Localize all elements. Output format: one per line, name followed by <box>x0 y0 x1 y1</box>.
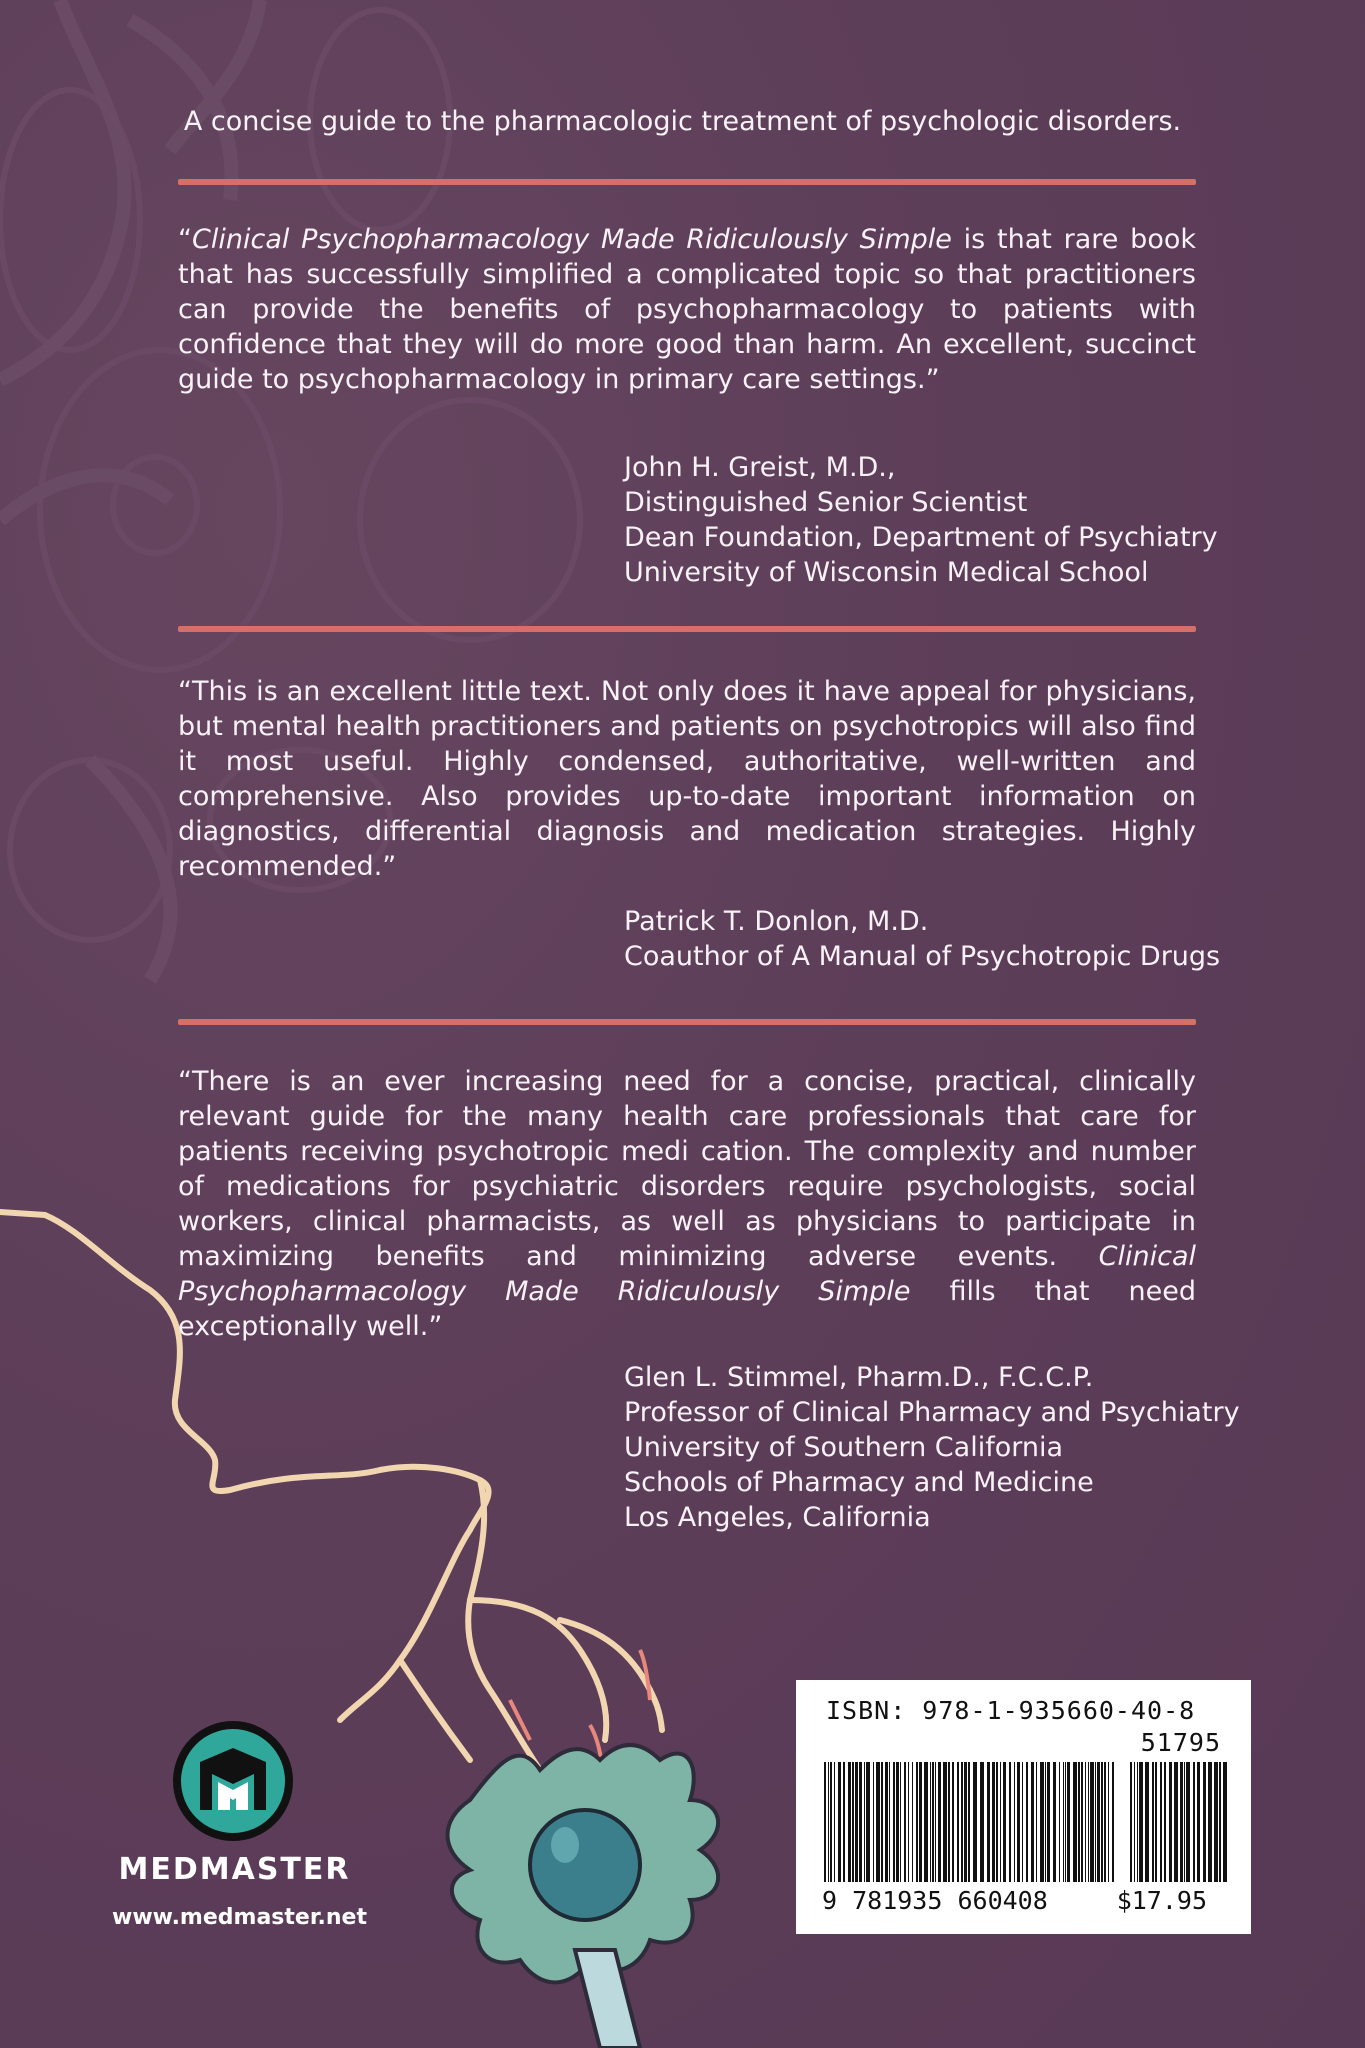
barcode-bar <box>996 1762 998 1882</box>
barcode-bar <box>1085 1762 1086 1882</box>
barcode-bar <box>1139 1762 1143 1882</box>
barcode-bar <box>1090 1762 1094 1882</box>
barcode-bar <box>908 1762 909 1882</box>
review-quote-1: “Clinical Psychopharmacology Made Ridiculously Simple is that rare book that has successfully simplified a complicated topic so that practitioners can provide the benefits of psychopharmacology to patients with confidence that they will do more good than harm. An excellent, succinct guide to psychopharmacology in primary care settings.” <box>178 224 1196 395</box>
barcode-bar <box>1155 1762 1157 1882</box>
barcode-bar <box>964 1762 967 1882</box>
barcode-bar <box>1164 1762 1166 1882</box>
barcode-bar <box>987 1762 990 1882</box>
barcode-bars <box>824 1762 1114 1882</box>
barcode-bar <box>893 1762 895 1882</box>
attribution-line: Los Angeles, California <box>624 1502 931 1533</box>
barcode-bar <box>1160 1762 1162 1882</box>
barcode-bar <box>1101 1762 1103 1882</box>
barcode-bar <box>852 1762 854 1882</box>
barcode-addon-bars <box>1130 1762 1230 1882</box>
barcode-bar <box>1203 1762 1206 1882</box>
review-attribution-3 <box>624 1360 1240 1535</box>
barcode-bar <box>992 1762 995 1882</box>
barcode-bar <box>1108 1762 1109 1882</box>
review-attribution-1 <box>624 450 1224 590</box>
barcode-bar <box>838 1762 841 1882</box>
barcode-bar <box>1014 1762 1015 1882</box>
publisher-name: MEDMASTER <box>118 1852 351 1887</box>
barcode-bar <box>1081 1762 1083 1882</box>
barcode-digits: 9 781935 660408 <box>822 1886 1048 1915</box>
barcode-bar <box>834 1762 835 1882</box>
barcode-bar <box>1223 1762 1227 1882</box>
barcode-bar <box>843 1762 845 1882</box>
barcode-bar <box>859 1762 862 1882</box>
barcode-bar <box>876 1762 880 1882</box>
barcode-bar <box>866 1762 870 1882</box>
barcode-bar <box>830 1762 832 1882</box>
barcode-bar <box>1003 1762 1006 1882</box>
barcode-bar <box>948 1762 950 1882</box>
attribution-line: Professor of Clinical Pharmacy and Psychiatry <box>624 1397 1240 1428</box>
barcode-bar <box>1174 1762 1178 1882</box>
barcode-bar <box>896 1762 899 1882</box>
barcode-bar <box>1073 1762 1077 1882</box>
price-label: $17.95 <box>1116 1886 1207 1915</box>
barcode-bar <box>980 1762 984 1882</box>
barcode-bar <box>1104 1762 1106 1882</box>
barcode-bar <box>1193 1762 1195 1882</box>
barcode-bar <box>1130 1762 1132 1882</box>
barcode-bar <box>864 1762 865 1882</box>
price-code: 51795 <box>1140 1728 1221 1757</box>
barcode-bar <box>935 1762 936 1882</box>
barcode-bar <box>1219 1762 1221 1882</box>
review-quote-3: “There is an ever increasing need for a concise, practical, clinically relevant guide for the many health care professionals that care for patients receiving psychotropic medi cation. The complexity and number of medications for psychiatric disorders require psychologists, social workers, clinical pharmacists, as well as physicians to participate in maximizing benefits and minimizing adverse events. Clinical Psychopharmacology Made Ridiculously Simple fills that need exceptionally well.” <box>178 1066 1196 1342</box>
barcode-bar <box>900 1762 901 1882</box>
barcode-bar <box>973 1762 977 1882</box>
barcode-bar <box>1040 1762 1044 1882</box>
barcode-bar <box>1169 1762 1172 1882</box>
barcode-bar <box>1065 1762 1066 1882</box>
barcode-bar <box>1214 1762 1218 1882</box>
barcode-bar <box>1088 1762 1089 1882</box>
barcode-bar <box>1145 1762 1149 1882</box>
isbn-label: ISBN: 978-1-935660-40-8 <box>826 1696 1196 1725</box>
barcode-bar <box>1152 1762 1154 1882</box>
barcode-bar <box>916 1762 918 1882</box>
barcode-bar <box>1017 1762 1020 1882</box>
barcode-bar <box>1095 1762 1096 1882</box>
barcode-bar <box>1184 1762 1185 1882</box>
barcode-bar <box>1067 1762 1070 1882</box>
barcode-bar <box>1078 1762 1080 1882</box>
attribution-line: Coauthor of A Manual of Psychotropic Drugs <box>624 941 1221 972</box>
book-title-italic: Clinical Psychopharmacology Made Ridiculously Simple <box>178 1241 1196 1307</box>
barcode-bar <box>1208 1762 1212 1882</box>
barcode-bar <box>1063 1762 1064 1882</box>
barcode-bar <box>855 1762 858 1882</box>
divider-rule <box>178 626 1196 632</box>
barcode-bar <box>889 1762 890 1882</box>
barcode-bar <box>924 1762 928 1882</box>
barcode-bar <box>828 1762 829 1882</box>
barcode-bar <box>932 1762 934 1882</box>
barcode-bar <box>1009 1762 1011 1882</box>
attribution-line: Distinguished Senior Scientist <box>624 487 1028 518</box>
barcode-bar <box>938 1762 941 1882</box>
attribution-line: Patrick T. Donlon, M.D. <box>624 906 929 937</box>
barcode-bar <box>957 1762 959 1882</box>
barcode-bar <box>1197 1762 1200 1882</box>
barcode-bar <box>904 1762 906 1882</box>
barcode-bar <box>1134 1762 1135 1882</box>
medmaster-logo-icon <box>170 1718 296 1844</box>
barcode-bar <box>1186 1762 1190 1882</box>
barcode-bar <box>1022 1762 1023 1882</box>
barcode-bar <box>968 1762 970 1882</box>
barcode-bar <box>1180 1762 1183 1882</box>
book-title-italic: Clinical Psychopharmacology Made Ridiculously Simple <box>192 224 952 255</box>
review-quote-2: “This is an excellent little text. Not only does it have appeal for physicians, but mental health practitioners and patients on psychotropics will also find it most useful. Highly condensed, authoritative, well-written and comprehensive. Also provides up-to-date important information on diagnostics, differential diagnosis and medication strategies. Highly recommended.” <box>178 676 1196 882</box>
barcode-bar <box>1026 1762 1028 1882</box>
attribution-line: University of Wisconsin Medical School <box>624 557 1149 588</box>
attribution-line: University of Southern California <box>624 1432 1064 1463</box>
divider-rule <box>178 179 1196 185</box>
barcode-bar <box>1053 1762 1056 1882</box>
barcode-bar <box>919 1762 922 1882</box>
attribution-line: Dean Foundation, Department of Psychiatry <box>624 522 1218 553</box>
barcode-bar <box>1112 1762 1114 1882</box>
barcode-bar <box>1097 1762 1100 1882</box>
barcode-bar <box>961 1762 963 1882</box>
review-attribution-2 <box>624 904 1224 974</box>
attribution-line: John H. Greist, M.D., <box>624 452 896 483</box>
barcode-bar <box>912 1762 913 1882</box>
barcode-bar <box>885 1762 888 1882</box>
barcode-bar <box>952 1762 954 1882</box>
publisher-url[interactable]: www.medmaster.net <box>112 1905 367 1930</box>
tagline: A concise guide to the pharmacologic treatment of psychologic disorders. <box>183 106 1182 137</box>
barcode-bar <box>1036 1762 1037 1882</box>
barcode-bar <box>930 1762 931 1882</box>
barcode-bar <box>1137 1762 1138 1882</box>
attribution-line: Glen L. Stimmel, Pharm.D., F.C.C.P. <box>624 1362 1094 1393</box>
barcode-bar <box>1031 1762 1034 1882</box>
attribution-line: Schools of Pharmacy and Medicine <box>624 1467 1094 1498</box>
barcode-bar <box>848 1762 851 1882</box>
barcode-bar <box>943 1762 947 1882</box>
barcode-bar <box>1045 1762 1046 1882</box>
barcode-bar <box>1047 1762 1050 1882</box>
barcode-bar <box>1059 1762 1060 1882</box>
barcode-bar <box>824 1762 826 1882</box>
neuron-cell-illustration <box>448 1745 719 2048</box>
divider-rule <box>178 1019 1196 1025</box>
barcode-bar <box>1000 1762 1001 1882</box>
barcode-bar <box>881 1762 883 1882</box>
isbn-barcode <box>796 1680 1251 1934</box>
barcode-bar <box>873 1762 874 1882</box>
